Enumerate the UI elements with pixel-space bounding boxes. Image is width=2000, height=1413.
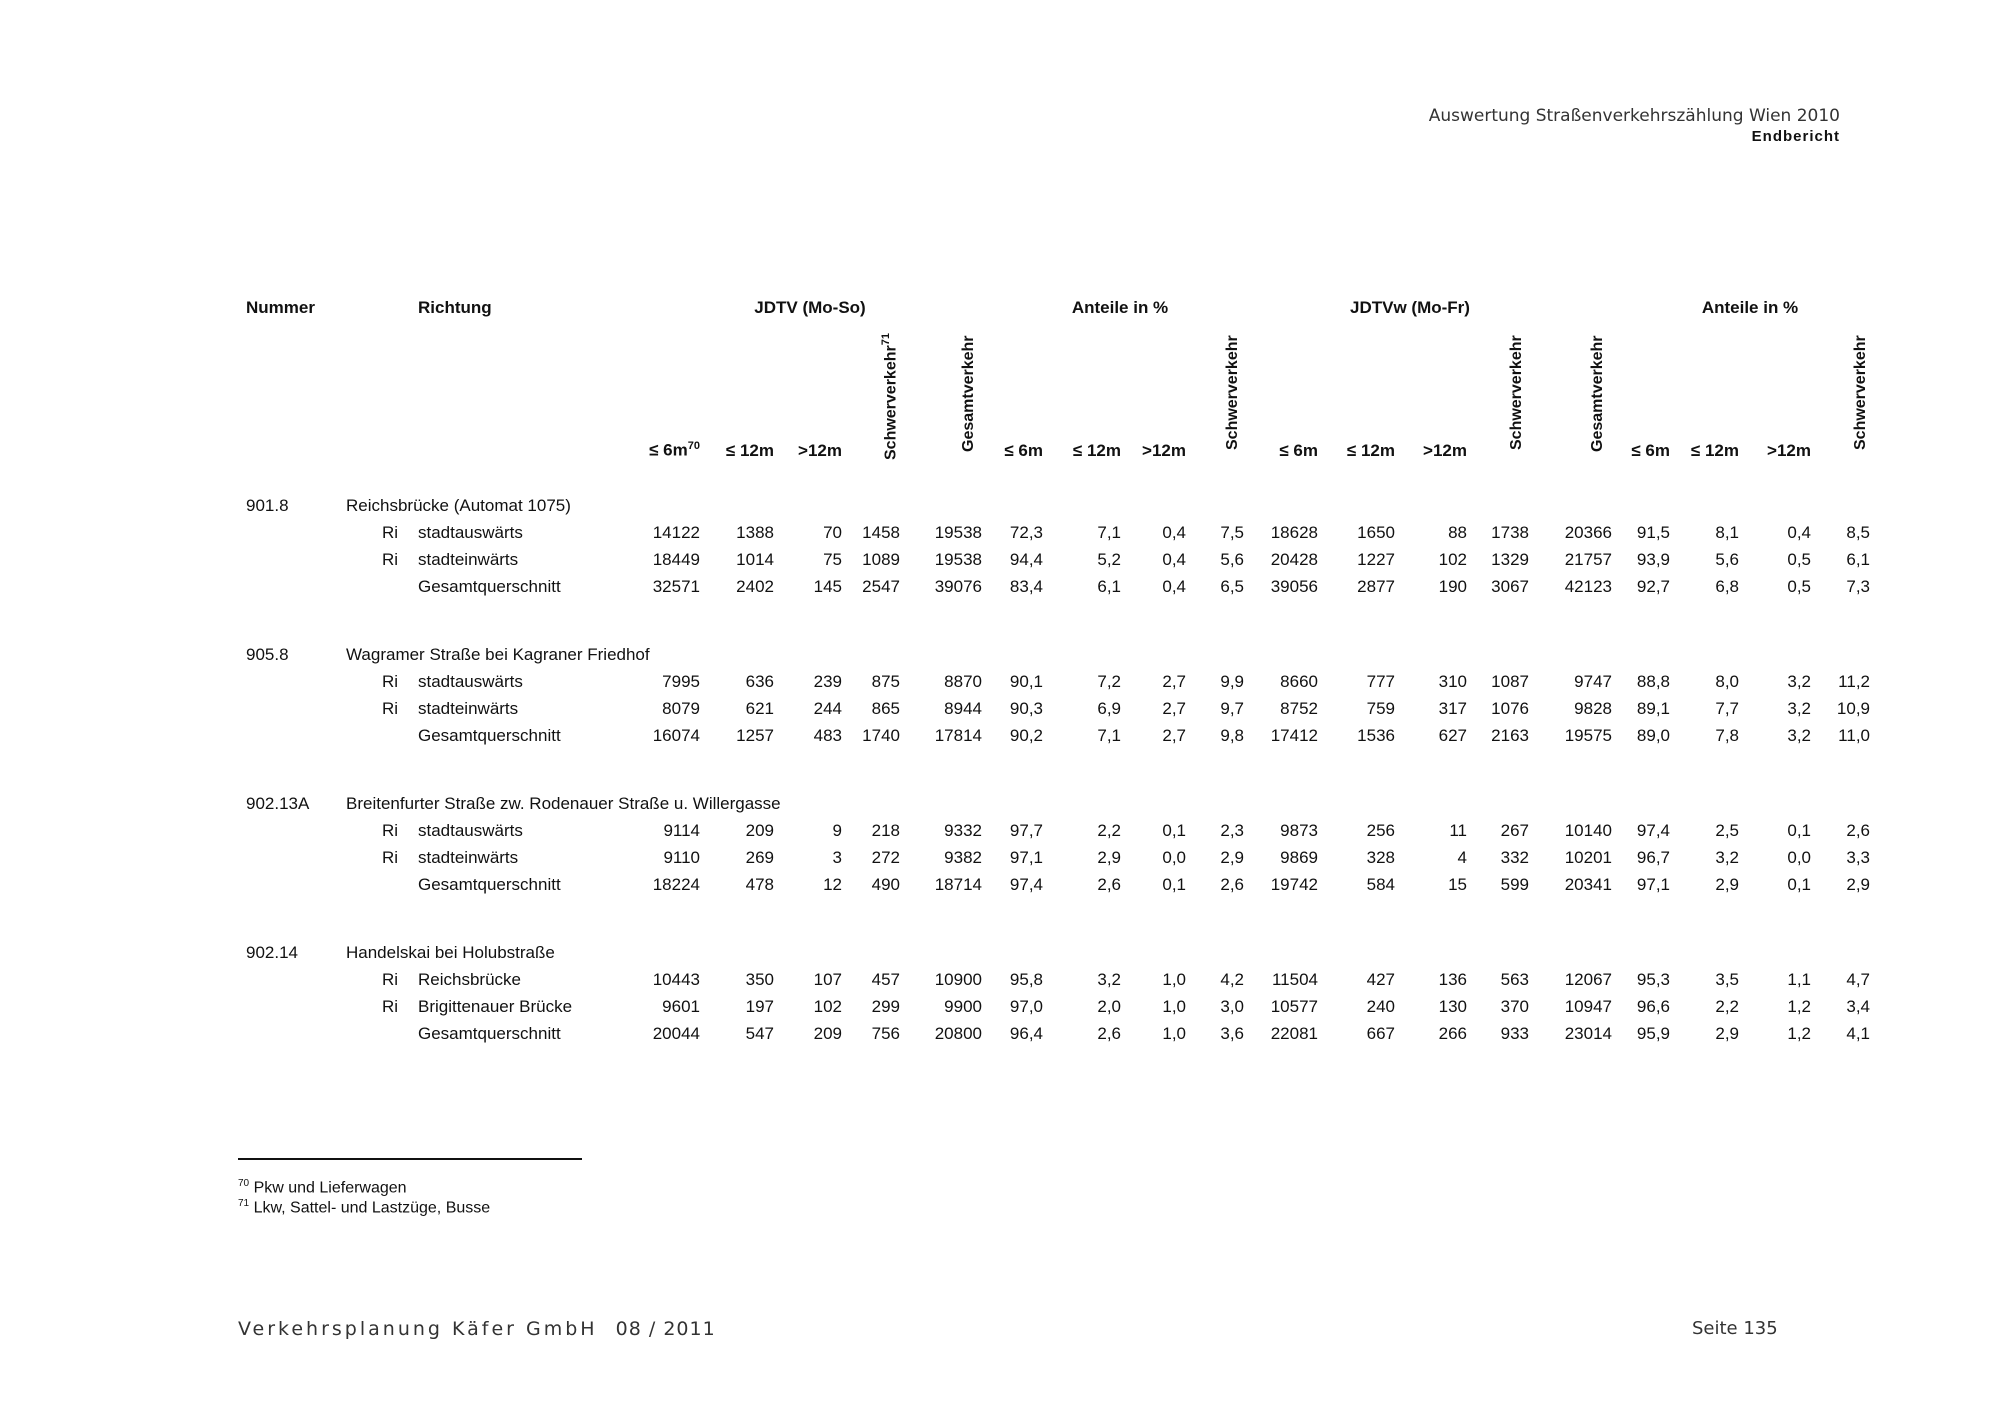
table-cell: 1,1 [1787,970,1811,989]
table-cell: 875 [871,672,900,691]
table-cell: 72,3 [1009,523,1043,542]
table-cell: 7,1 [1097,726,1121,745]
table-cell: 1650 [1357,523,1395,542]
table-cell: 0,4 [1162,577,1186,596]
subheader-gt12m-jdtvw: >12m [1423,441,1467,460]
table-cell: 9828 [1574,699,1612,718]
table-cell: 9747 [1574,672,1612,691]
table-cell: 12 [823,875,842,894]
table-cell: 218 [871,821,900,840]
section-number: 902.14 [246,943,298,962]
section-title: Breitenfurter Straße zw. Rodenauer Straße u. Willergasse [346,794,781,813]
table-cell: 0,5 [1787,550,1811,569]
table-cell: 0,5 [1787,577,1811,596]
table-cell: 92,7 [1636,577,1670,596]
table-cell: 427 [1366,970,1395,989]
subheader-le6m-fn70: ≤ $6m^{70}$ [649,440,700,460]
table-cell: 269 [745,848,774,867]
vertical-header-schwerverkehr-jdtv: Schwerverkehr$^{71}$ [880,333,900,460]
table-cell: 14122 [652,523,700,542]
table-cell: 9,9 [1220,672,1244,691]
table-cell: 244 [813,699,842,718]
table-cell: 865 [871,699,900,718]
table-cell: 239 [813,672,842,691]
row-label: stadteinwärts [418,848,519,867]
table-cell: 21757 [1564,550,1612,569]
table-cell: 2,6 [1097,1024,1121,1043]
table-cell: 11 [1449,821,1467,840]
table-cell: 10577 [1270,997,1318,1016]
table-cell: 457 [871,970,900,989]
table-cell: 10443 [652,970,700,989]
row-direction-prefix: Ri [382,672,399,691]
table-cell: 5,2 [1097,550,1121,569]
table-cell: 5,6 [1220,550,1244,569]
table-cell: 3,2 [1787,699,1811,718]
row-label: Gesamtquerschnitt [418,875,561,894]
table-cell: 39076 [934,577,982,596]
subheader-le12m-anteile-2: ≤ 12m [1690,441,1739,460]
table-cell: 5,6 [1715,550,1739,569]
table-cell: 0,0 [1162,848,1186,867]
table-cell: 0,1 [1787,875,1811,894]
table-cell: 11,2 [1838,672,1870,691]
table-cell: 70 [823,523,842,542]
table-cell: 7995 [662,672,700,691]
table-cell: 317 [1438,699,1467,718]
table-cell: 933 [1500,1024,1529,1043]
table-cell: 90,1 [1009,672,1043,691]
table-cell: 75 [823,550,842,569]
subheader-le12m-jdtvw: ≤ 12m [1346,441,1395,460]
table-cell: 2,7 [1162,699,1186,718]
table-cell: 1076 [1491,699,1529,718]
table-cell: 18224 [652,875,700,894]
table-cell: 1087 [1491,672,1529,691]
group-header-anteile-2: Anteile in % [1701,298,1799,317]
row-label: Brigittenauer Brücke [418,997,573,1016]
subheader-gt12m-anteile-2: >12m [1767,441,1811,460]
table-cell: 93,9 [1636,550,1670,569]
table-cell: 95,3 [1636,970,1670,989]
table-cell: 19538 [934,550,982,569]
table-cell: 2,9 [1097,848,1121,867]
table-cell: 130 [1438,997,1467,1016]
table-cell: 6,5 [1220,577,1244,596]
table-cell: 667 [1366,1024,1395,1043]
row-label: stadtauswärts [418,523,523,542]
table-cell: 7,7 [1715,699,1739,718]
table-cell: 1,2 [1787,997,1811,1016]
table-cell: 584 [1366,875,1395,894]
table-cell: 370 [1500,997,1529,1016]
table-cell: 3067 [1491,577,1529,596]
table-cell: 83,4 [1009,577,1043,596]
table-cell: 209 [745,821,774,840]
table-cell: 478 [745,875,774,894]
row-label: stadtauswärts [418,821,523,840]
table-cell: 8079 [662,699,700,718]
table-cell: 0,1 [1787,821,1811,840]
table-cell: 3,2 [1787,672,1811,691]
table-cell: 332 [1500,848,1529,867]
table-cell: 8660 [1280,672,1318,691]
table-cell: 256 [1366,821,1395,840]
table-cell: 96,6 [1636,997,1670,1016]
table-cell: 96,7 [1636,848,1670,867]
table-cell: 22081 [1270,1024,1318,1043]
table-cell: 8,1 [1715,523,1739,542]
table-cell: 328 [1366,848,1395,867]
table-cell: 88,8 [1636,672,1670,691]
table-cell: 0,4 [1162,550,1186,569]
table-cell: 2,3 [1220,821,1244,840]
table-cell: 1014 [736,550,774,569]
group-header-anteile-1: Anteile in % [1071,298,1169,317]
table-cell: 3,2 [1097,970,1121,989]
table-cell: 8,5 [1846,523,1870,542]
footnote-71: $^{71}$ Lkw, Sattel- und Lastzüge, Busse [238,1198,491,1217]
row-label: stadteinwärts [418,550,519,569]
footer-company: Verkehrsplanung Käfer GmbH 08 / 2011 [238,1318,716,1340]
column-header-richtung: Richtung [418,298,492,317]
section-number: 905.8 [246,645,289,664]
table-cell: 95,9 [1636,1024,1670,1043]
row-direction-prefix: Ri [382,997,399,1016]
table-cell: 9382 [944,848,982,867]
group-header-jdtv: JDTV (Mo-So) [754,298,866,317]
table-cell: 9,7 [1220,699,1244,718]
table-cell: 0,1 [1162,875,1186,894]
subheader-le12m-anteile-1: ≤ 12m [1072,441,1121,460]
subheader-le6m-jdtvw: ≤ 6m [1279,441,1318,460]
table-cell: 97,4 [1636,821,1670,840]
table-cell: 18449 [652,550,700,569]
table-cell: 3,0 [1220,997,1244,1016]
table-cell: 97,0 [1009,997,1043,1016]
table-cell: 2,0 [1097,997,1121,1016]
table-cell: 32571 [652,577,700,596]
table-cell: 6,1 [1846,550,1870,569]
table-cell: 15 [1448,875,1467,894]
table-cell: 20341 [1564,875,1612,894]
table-cell: 240 [1366,997,1395,1016]
table-cell: 19575 [1564,726,1612,745]
document-header-subtitle: Endbericht [1751,128,1840,145]
table-cell: 18714 [934,875,982,894]
table-cell: 20366 [1564,523,1612,542]
table-cell: 0,4 [1162,523,1186,542]
table-cell: 8752 [1280,699,1318,718]
table-cell: 1089 [862,550,900,569]
table-cell: 7,5 [1220,523,1244,542]
table-cell: 7,1 [1097,523,1121,542]
table-cell: 107 [813,970,842,989]
table-cell: 599 [1500,875,1529,894]
table-cell: 97,1 [1636,875,1670,894]
table-cell: 483 [813,726,842,745]
table-cell: 1740 [862,726,900,745]
footer-page-number: Seite 135 [1692,1318,1778,1339]
table-cell: 20428 [1270,550,1318,569]
table-cell: 97,4 [1009,875,1043,894]
table-cell: 9114 [663,821,700,840]
table-cell: 3,3 [1846,848,1870,867]
row-direction-prefix: Ri [382,550,399,569]
table-cell: 636 [745,672,774,691]
table-cell: 9900 [944,997,982,1016]
row-label: Gesamtquerschnitt [418,1024,561,1043]
table-cell: 6,1 [1097,577,1121,596]
table-cell: 6,8 [1715,577,1739,596]
vertical-header-gesamtverkehr-jdtv: Gesamtverkehr [960,335,977,452]
table-cell: 6,9 [1097,699,1121,718]
table-cell: 267 [1500,821,1529,840]
table-cell: 9332 [944,821,982,840]
table-cell: 8944 [944,699,982,718]
table-cell: 2,9 [1846,875,1870,894]
table-cell: 209 [813,1024,842,1043]
row-direction-prefix: Ri [382,970,399,989]
table-cell: 18628 [1270,523,1318,542]
table-cell: 3 [832,848,842,867]
row-label: Gesamtquerschnitt [418,726,561,745]
table-cell: 11504 [1271,970,1318,989]
table-cell: 272 [871,848,900,867]
table-cell: 2,9 [1220,848,1244,867]
group-header-jdtvw: JDTVw (Mo-Fr) [1350,298,1470,317]
column-header-nummer: Nummer [246,298,315,317]
footnote-70: $^{70}$ Pkw und Lieferwagen [238,1178,407,1197]
table-cell: 1,0 [1162,997,1186,1016]
table-cell: 90,3 [1009,699,1043,718]
row-label: stadteinwärts [418,699,519,718]
subheader-gt12m-jdtv: >12m [798,441,842,460]
table-cell: 627 [1438,726,1467,745]
table-cell: 39056 [1270,577,1318,596]
table-cell: 190 [1438,577,1467,596]
table-cell: 2,6 [1097,875,1121,894]
table-cell: 9601 [662,997,700,1016]
table-cell: 97,1 [1009,848,1043,867]
vertical-header-schwerverkehr-jdtvw: Schwerverkehr [1508,335,1525,450]
table-cell: 89,0 [1636,726,1670,745]
table-cell: 1329 [1491,550,1529,569]
table-cell: 10947 [1564,997,1612,1016]
table-cell: 1,2 [1787,1024,1811,1043]
section-number: 902.13A [246,794,310,813]
table-cell: 4,1 [1846,1024,1870,1043]
table-cell: 3,2 [1787,726,1811,745]
table-cell: 17412 [1270,726,1318,745]
table-cell: 1,0 [1162,1024,1186,1043]
table-cell: 547 [745,1024,774,1043]
table-cell: 1738 [1491,523,1529,542]
table-cell: 3,4 [1846,997,1870,1016]
table-cell: 621 [745,699,774,718]
table-cell: 3,5 [1715,970,1739,989]
table-cell: 756 [871,1024,900,1043]
table-cell: 2,7 [1162,672,1186,691]
section-title: Wagramer Straße bei Kagraner Friedhof [346,645,650,664]
table-cell: 102 [1438,550,1467,569]
table-cell: 2,7 [1162,726,1186,745]
table-cell: 759 [1366,699,1395,718]
table-cell: 17814 [934,726,982,745]
section-title: Handelskai bei Holubstraße [346,943,555,962]
table-cell: 10900 [934,970,982,989]
subheader-gt12m-anteile-1: >12m [1142,441,1186,460]
table-cell: 2547 [862,577,900,596]
table-cell: 10,9 [1836,699,1870,718]
table-cell: 7,2 [1097,672,1121,691]
table-cell: 8,0 [1715,672,1739,691]
row-direction-prefix: Ri [382,848,399,867]
table-cell: 42123 [1564,577,1612,596]
table-cell: 2,6 [1846,821,1870,840]
table-cell: 563 [1500,970,1529,989]
table-cell: 90,2 [1009,726,1043,745]
row-direction-prefix: Ri [382,699,399,718]
table-cell: 2,9 [1715,875,1739,894]
subheader-le6m-anteile-1: ≤ 6m [1004,441,1043,460]
table-cell: 20800 [934,1024,982,1043]
table-cell: 2877 [1357,577,1395,596]
table-cell: 145 [813,577,842,596]
table-cell: 9869 [1280,848,1318,867]
table-cell: 350 [745,970,774,989]
vertical-header-schwerverkehr-anteile-1: Schwerverkehr [1224,335,1241,450]
table-cell: 2,9 [1715,1024,1739,1043]
subheader-le12m-jdtv: ≤ 12m [725,441,774,460]
table-cell: 4,2 [1220,970,1244,989]
table-cell: 490 [871,875,900,894]
table-cell: 16074 [652,726,700,745]
table-cell: 94,4 [1009,550,1043,569]
table-cell: 1227 [1357,550,1395,569]
table-cell: 197 [745,997,774,1016]
table-cell: 11,0 [1838,726,1870,745]
table-cell: 97,7 [1009,821,1043,840]
table-cell: 9110 [663,848,700,867]
row-direction-prefix: Ri [382,821,399,840]
table-cell: 12067 [1564,970,1612,989]
table-cell: 95,8 [1009,970,1043,989]
table-cell: 4,7 [1846,970,1870,989]
table-cell: 2,5 [1715,821,1739,840]
table-cell: 2,2 [1097,821,1121,840]
row-label: stadtauswärts [418,672,523,691]
table-cell: 7,3 [1846,577,1870,596]
row-direction-prefix: Ri [382,523,399,542]
table-cell: 10140 [1564,821,1612,840]
table-cell: 9873 [1280,821,1318,840]
table-cell: 136 [1438,970,1467,989]
table-cell: 1257 [736,726,774,745]
table-cell: 102 [813,997,842,1016]
table-cell: 9,8 [1220,726,1244,745]
table-cell: 1458 [862,523,900,542]
table-cell: 1536 [1357,726,1395,745]
table-cell: 310 [1438,672,1467,691]
table-cell: 9 [832,821,842,840]
table-cell: 0,1 [1162,821,1186,840]
table-cell: 3,2 [1715,848,1739,867]
vertical-header-gesamtverkehr-jdtvw: Gesamtverkehr [1589,335,1606,452]
table-cell: 91,5 [1636,523,1670,542]
table-cell: 89,1 [1636,699,1670,718]
table-cell: 3,6 [1220,1024,1244,1043]
table-cell: 266 [1438,1024,1467,1043]
section-number: 901.8 [246,496,289,515]
table-cell: 0,4 [1787,523,1811,542]
row-label: Reichsbrücke [418,970,521,989]
table-cell: 1388 [736,523,774,542]
table-cell: 2,6 [1220,875,1244,894]
table-cell: 20044 [652,1024,700,1043]
table-cell: 23014 [1564,1024,1612,1043]
table-cell: 2163 [1491,726,1529,745]
row-label: Gesamtquerschnitt [418,577,561,596]
table-cell: 88 [1448,523,1467,542]
footnote-separator [238,1158,582,1160]
subheader-le6m-anteile-2: ≤ 6m [1631,441,1670,460]
table-cell: 0,0 [1787,848,1811,867]
table-cell: 96,4 [1009,1024,1043,1043]
table-cell: 299 [871,997,900,1016]
table-cell: 10201 [1564,848,1612,867]
table-cell: 7,8 [1715,726,1739,745]
table-cell: 777 [1366,672,1395,691]
table-cell: 4 [1457,848,1467,867]
section-title: Reichsbrücke (Automat 1075) [346,496,571,515]
table-cell: 19538 [934,523,982,542]
vertical-header-schwerverkehr-anteile-2: Schwerverkehr [1852,335,1869,450]
document-header-title: Auswertung Straßenverkehrszählung Wien 2010 [1428,106,1840,126]
table-cell: 2402 [736,577,774,596]
table-cell: 2,2 [1715,997,1739,1016]
table-cell: 19742 [1270,875,1318,894]
table-cell: 8870 [944,672,982,691]
table-cell: 1,0 [1162,970,1186,989]
